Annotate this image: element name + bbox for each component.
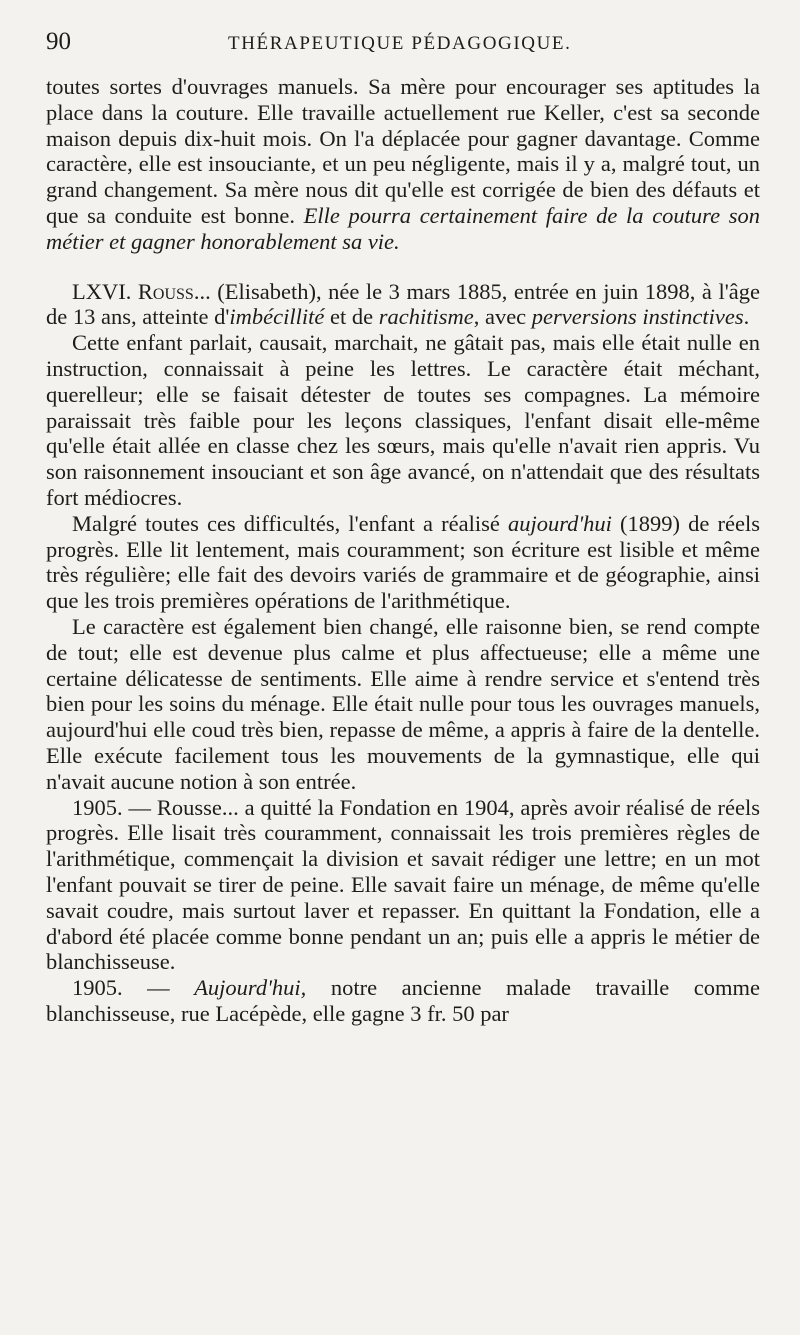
body-text <box>46 74 760 1027</box>
case-text: , avec <box>473 304 532 330</box>
paragraph <box>46 975 760 1027</box>
running-title: THÉRAPEUTIQUE PÉDAGOGIQUE. <box>228 33 572 54</box>
paragraph <box>46 511 760 614</box>
paragraph-text: Malgré toutes ces difficultés, l'enfant a réalisé <box>72 510 508 536</box>
diagnosis-term: perversions instinctives <box>531 304 744 330</box>
case-text: . <box>743 304 750 330</box>
case-text: (Elisabeth), née le 3 mars 1885, entrée en juin 1898, à l'âge de 13 ans, atteinte d' <box>46 278 760 330</box>
page-number: 90 <box>46 28 71 55</box>
diagnosis-term: rachitisme <box>378 304 474 330</box>
patient-name: Rouss... <box>137 278 211 304</box>
paragraph: 1905. — Rousse... a quitté la Fondation en 1904, après avoir réalisé de réels progrès. Elle lisait très couramment, connaissait les trois premières règles de l'arithmétique, commençait la division et savait rédiger une lettre; en un mot l'enfant pouvait se tirer de peine. Elle savait faire un ménage, de même qu'elle savait coudre, mais surtout laver et repasser. En quittant la Fondation, elle a d'abord été placée comme bonne pendant un an; puis elle a appris le métier de blanchisseuse. <box>46 794 760 975</box>
paragraph-continuation <box>46 74 760 255</box>
italic-term: aujourd'hui <box>507 510 612 536</box>
page-header <box>46 28 760 74</box>
paragraph-text: toutes sortes d'ouvrages manuels. Sa mère pour encourager ses aptitudes la place dans la couture. Elle travaille actuellement rue Keller, c'est sa seconde maison depuis dix-huit mois. On l'a déplacée pour gagner davantage. Comme caractère, elle est insouciante, et un peu négligente, mais il y a, malgré tout, un grand changement. Sa mère nous dit qu'elle est corrigée de bien des défauts et que sa conduite est bonne. <box>46 74 760 228</box>
case-text: et de <box>324 304 379 330</box>
paragraph: Le caractère est également bien changé, elle raisonne bien, se rend compte de tout; elle est devenue plus calme et plus affectueuse; elle a même une certaine délicatesse de sentiments. Elle aime à rendre service et s'entend très bien pour les soins du ménage. Elle était nulle pour tous les ouvrages manuels, aujourd'hui elle coud très bien, repasse de même, a appris à faire de la dentelle. Elle exécute facilement tous les mouvements de la gymnastique, elle qui n'avait aucune notion à son entrée. <box>46 613 760 794</box>
diagnosis-term: imbécillité <box>229 304 325 330</box>
case-number: LXVI. <box>72 278 138 304</box>
paragraph-text: notre ancienne malade travaille comme blanchisseuse, rue Lacépède, elle gagne 3 fr. 50 par <box>46 975 761 1026</box>
italic-conclusion: Elle pourra certainement faire de la couture son métier et gagner honorablement sa vie. <box>46 202 761 254</box>
case-heading-paragraph <box>46 279 760 331</box>
paragraph-text: (1899) de réels progrès. Elle lit lentement, mais couramment; son écriture est lisible et même très régulière; elle fait des devoirs variés de grammaire et de géographie, ainsi que les trois premières opérations de l'arithmétique. <box>46 510 760 614</box>
italic-term: Aujourd'hui, <box>194 975 307 1001</box>
paragraph: Cette enfant parlait, causait, marchait, ne gâtait pas, mais elle était nulle en instruction, connaissait à peine les lettres. Le caractère était méchant, querelleur; elle se faisait détester de toutes ses compagnes. La mémoire paraissait très faible pour les leçons classiques, l'enfant disait elle-même qu'elle était allée en classe chez les sœurs, mais qu'elle n'avait rien appris. Vu son raisonnement insouciant et son âge avancé, on n'attendait que des résultats fort médiocres. <box>46 330 760 510</box>
paragraph-text: 1905. — <box>72 975 195 1001</box>
